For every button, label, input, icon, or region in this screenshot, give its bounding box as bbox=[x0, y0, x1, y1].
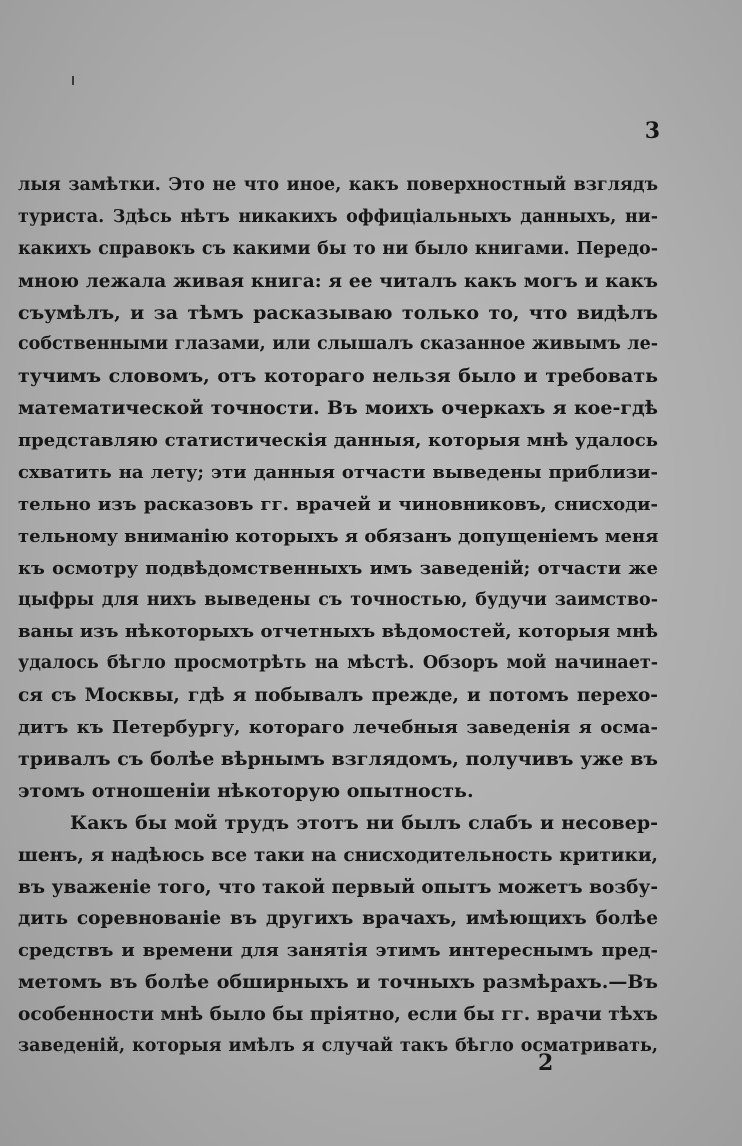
text-line: цыфры для нихъ выведены съ точностью, будучи заимство- bbox=[18, 589, 658, 610]
text-line: туриста. Здѣсь нѣтъ никакихъ оффиціальныхъ данныхъ, ни- bbox=[18, 206, 658, 227]
text-line: математической точности. Въ моихъ очеркахъ я кое-гдѣ bbox=[18, 397, 658, 420]
text-line: схватить на лету; эти данныя отчасти выведены приблизи- bbox=[18, 462, 658, 484]
print-speck bbox=[72, 76, 74, 85]
text-line: метомъ въ болѣе обширныхъ и точныхъ размѣрахъ.—Въ bbox=[18, 971, 658, 994]
text-line: средствъ и времени для занятія этимъ интереснымъ пред- bbox=[18, 940, 658, 962]
text-line: шенъ, я надѣюсь все таки на снисходительность критики, bbox=[18, 844, 658, 866]
text-line: удалось бѣгло просмотрѣть на мѣстѣ. Обзоръ мой начинает- bbox=[18, 653, 658, 674]
paragraph-start-line: Какъ бы мой трудъ этотъ ни былъ слабъ и несовер- bbox=[70, 811, 658, 834]
text-line: заведеній, которыя имѣлъ я случай такъ бѣгло осматривать, bbox=[18, 1036, 658, 1057]
text-line: мною лежала живая книга: я ее читалъ какъ могъ и какъ bbox=[18, 270, 658, 292]
text-line: тельно изъ расказовъ гг. врачей и чиновниковъ, снисходи- bbox=[18, 493, 658, 515]
text-line: какихъ справокъ съ какими бы то ни было книгами. Передо- bbox=[18, 238, 658, 259]
text-line: тривалъ съ болѣе вѣрнымъ взглядомъ, получивъ уже въ bbox=[18, 748, 658, 771]
text-line: особенности мнѣ было бы пріятно, если бы гг. врачи тѣхъ bbox=[18, 1004, 658, 1026]
text-line: ся съ Москвы, гдѣ я побывалъ прежде, и потомъ перехо- bbox=[18, 685, 658, 707]
text-line: лыя замѣтки. Это не что иное, какъ поверхностный взглядъ bbox=[18, 175, 658, 195]
body-text bbox=[18, 170, 658, 1063]
signature-mark: 2 bbox=[538, 1050, 554, 1076]
text-line: представляю статистическія данныя, которыя мнѣ удалось bbox=[18, 430, 658, 452]
text-line: тельному вниманію которыхъ я обязанъ допущеніемъ меня bbox=[18, 525, 659, 547]
text-line: въ уваженіе того, что такой первый опытъ можетъ возбу- bbox=[18, 876, 658, 898]
paragraph-end-line: этомъ отношеніи нѣкоторую опытность. bbox=[18, 779, 474, 802]
text-line: дитъ къ Петербургу, котораго лечебныя заведенія я осма- bbox=[18, 717, 658, 739]
page-number: 3 bbox=[644, 118, 660, 144]
text-line: дить соревнованіе въ другихъ врачахъ, имѣющихъ болѣе bbox=[18, 908, 658, 930]
text-line: ваны изъ нѣкоторыхъ отчетныхъ вѣдомостей, которыя мнѣ bbox=[18, 621, 658, 643]
text-line: собственными глазами, или слышалъ сказанное живымъ ле- bbox=[18, 334, 658, 355]
text-line: тучимъ словомъ, отъ котораго нельзя было и требовать bbox=[18, 365, 658, 388]
text-line: съумѣлъ, и за тѣмъ расказываю только то, что видѣлъ bbox=[18, 301, 658, 324]
text-line: къ осмотру подвѣдомственныхъ имъ заведеній; отчасти же bbox=[18, 557, 658, 579]
